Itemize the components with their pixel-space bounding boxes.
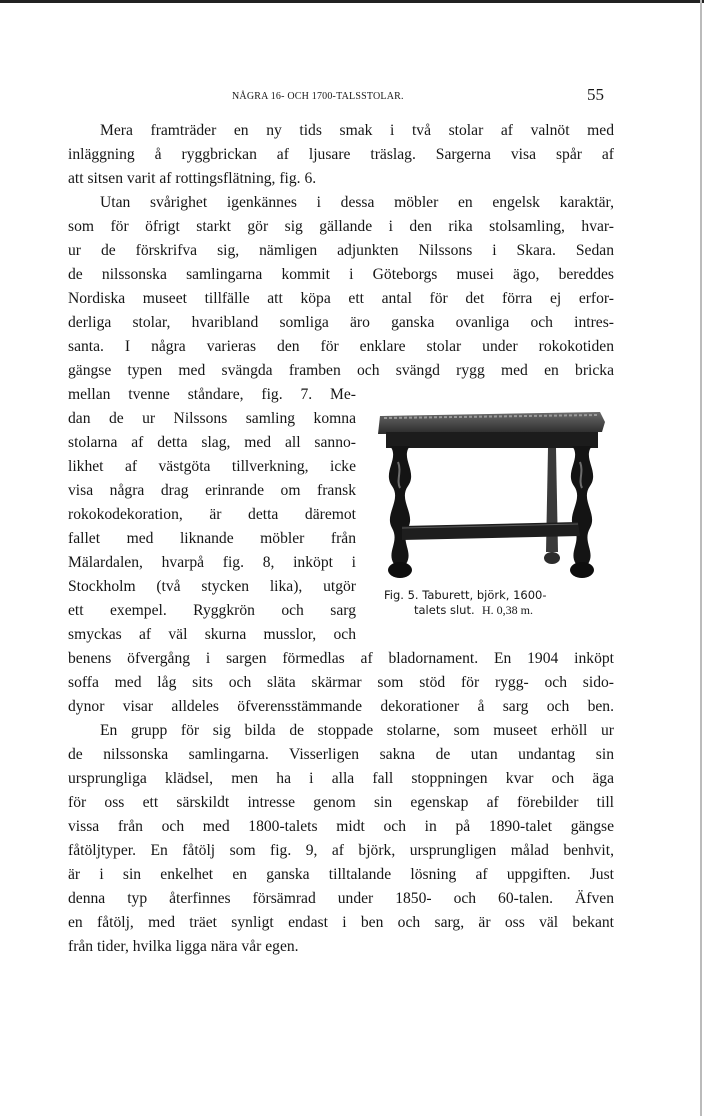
text-line: Mälardalen, hvarpå fig. 8, inköpt i — [68, 554, 356, 571]
text-line: Utan svårighet igenkännes i dessa möbler en engelsk karaktär, — [100, 194, 614, 211]
stool-illustration — [372, 402, 609, 580]
text-line: för oss ett särskildt intresse genom sin egenskap af förebilder till — [68, 794, 614, 811]
text-line: de nilssonska samlingarna kommit i Göteborgs musei ägo, bereddes — [68, 266, 614, 283]
text-line: smyckas af väl skurna musslor, och — [68, 626, 356, 643]
text-line: Nordiska museet tillfälle att köpa ett antal för det förra ej erfor- — [68, 290, 614, 307]
caption-height: H. 0,38 m. — [481, 603, 533, 617]
text-line: fallet med liknande möbler från — [68, 530, 356, 547]
text-line: är i sin enkelhet en ganska tilltalande lösning af uppgiften. Just — [68, 866, 614, 883]
text-line: visa några drag erinrande om fransk — [68, 482, 356, 499]
text-line: Mera framträder en ny tids smak i två stolar af valnöt med — [100, 122, 614, 139]
scan-edge — [700, 0, 702, 1116]
text-line: mellan tvenne ståndare, fig. 7. Me- — [68, 386, 356, 403]
running-title: NÅGRA 16- OCH 1700-TALSSTOLAR. — [232, 91, 404, 102]
figure-caption — [384, 588, 612, 618]
text-line: derliga stolar, hvaribland somliga äro ganska ovanliga och intres- — [68, 314, 614, 331]
text-line: gängse typen med svängda framben och svängd rygg med en bricka — [68, 362, 614, 379]
text-line: ur de förskrifva sig, nämligen adjunkten Nilssons i Skara. Sedan — [68, 242, 614, 259]
text-line: från tider, hvilka ligga nära vår egen. — [68, 938, 299, 955]
text-line: dan de ur Nilssons samling komna — [68, 410, 356, 427]
text-line: ursprungliga klädsel, men ha i alla fall stoppningen kvar och äga — [68, 770, 614, 787]
text-line: benens öfvergång i sargen förmedlas af bladornament. En 1904 inköpt — [68, 650, 614, 667]
text-line: ett exempel. Ryggkrön och sarg — [68, 602, 356, 619]
text-line: fåtöljtyper. En fåtölj som fig. 9, af björk, ursprungligen målad benhvit, — [68, 842, 614, 859]
page-top-edge — [0, 0, 704, 3]
text-line: att sitsen varit af rottingsflätning, fig. 6. — [68, 170, 317, 187]
text-line: vissa från och med 1800-talets midt och in på 1890-talet gängse — [68, 818, 614, 835]
text-line: stolarna af detta slag, med all sanno- — [68, 434, 356, 451]
text-line: Stockholm (två stycken lika), utgör — [68, 578, 356, 595]
text-line: en fåtölj, med träet synligt endast i ben och sarg, är oss väl bekant — [68, 914, 614, 931]
text-line: denna typ återfinnes försämrad under 1850- och 60-talen. Äfven — [68, 890, 614, 907]
caption-line-2 — [384, 603, 612, 618]
text-line: de nilssonska samlingarna. Visserligen sakna de utan undantag sin — [68, 746, 614, 763]
stool-figure-image — [372, 402, 609, 580]
caption-period: talets slut. — [414, 603, 475, 617]
text-line: En grupp för sig bilda de stoppade stolarne, som museet erhöll ur — [100, 722, 614, 739]
text-line: rokokodekoration, är detta däremot — [68, 506, 356, 523]
caption-line-1: Fig. 5. Taburett, björk, 1600- — [384, 588, 547, 602]
text-line: soffa med låg sits och släta skärmar som stöd för rygg- och sido- — [68, 674, 614, 691]
text-line: inläggning å ryggbrickan af ljusare träslag. Sargerna visa spår af — [68, 146, 614, 163]
page-number: 55 — [587, 85, 604, 104]
text-line: likhet af västgöta tillverkning, icke — [68, 458, 356, 475]
text-line: dynor visar alldeles öfverensstämmande dekorationer å sarg och ben. — [68, 698, 614, 715]
text-line: santa. I några varieras den för enklare stolar under rokokotiden — [68, 338, 614, 355]
text-line: som för öfrigt starkt gör sig gällande i den rika stolsamling, hvar- — [68, 218, 614, 235]
